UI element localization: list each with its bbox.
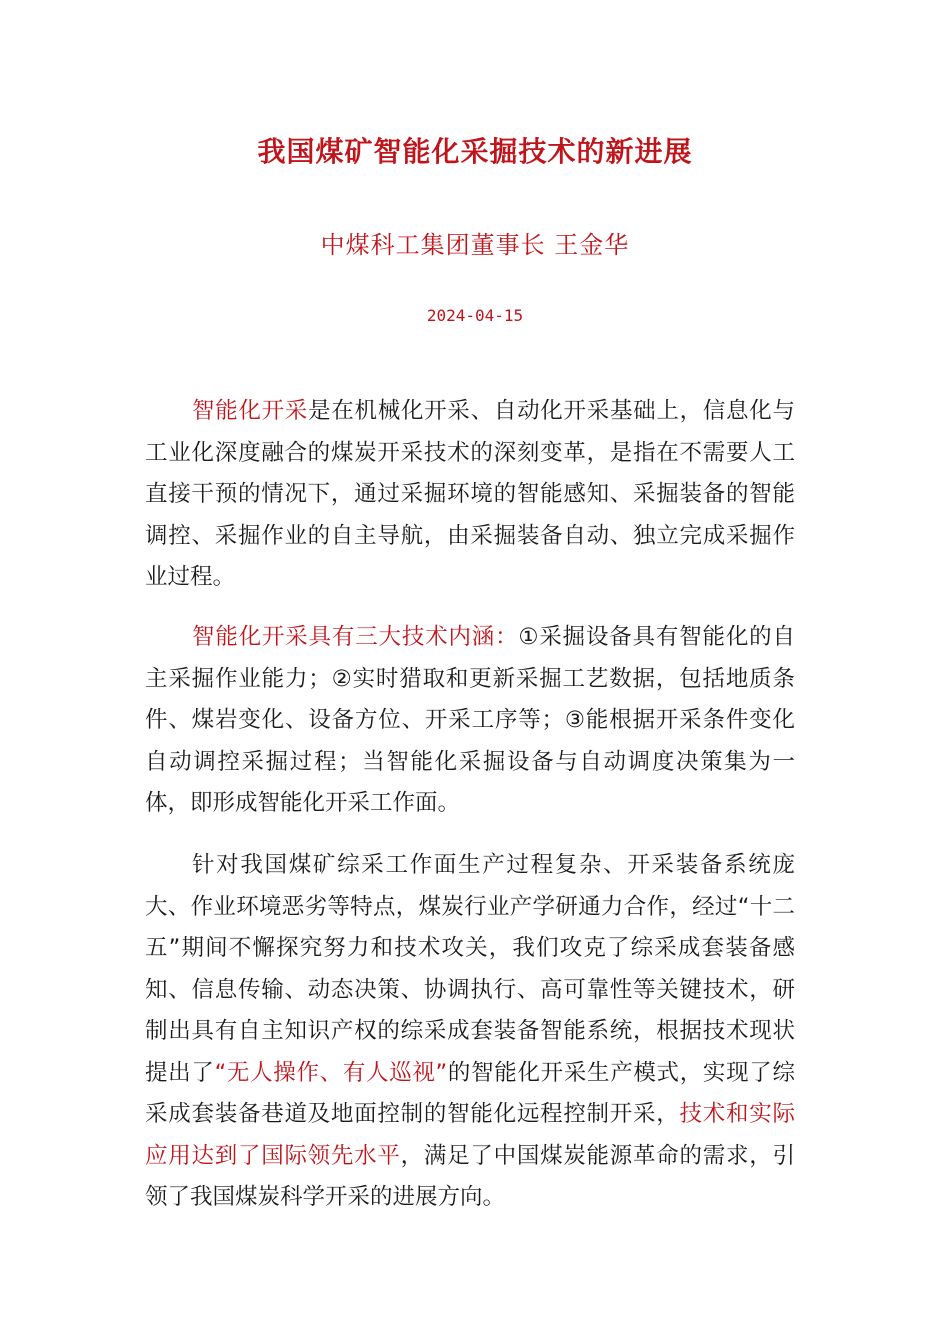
paragraph-definition — [145, 391, 795, 599]
paragraph-text: ，满足了中国煤炭能源革命的需求，引领了我国煤炭科学开采的进展方向。 — [145, 1142, 795, 1210]
highlight-achievement: 技术和实际应用达到了国际领先水平 — [145, 1101, 795, 1169]
article-title: 我国煤矿智能化采掘技术的新进展 — [257, 135, 693, 168]
paragraph-progress — [145, 845, 795, 1219]
paragraph-text: 针对我国煤矿综采工作面生产过程复杂、开采装备系统庞大、作业环境恶劣等特点，煤炭行业产学研通力合作，经过“十二五”期间不懈探究努力和技术攻关，我们攻克了综采成套装备感知、信息传输、动态决策、协调执行、高可靠性等关键技术，研制出具有自主知识产权的综采成套装备智能系统，根据技术现状提出了 — [145, 852, 795, 1086]
highlight-term: 智能化开采 — [192, 398, 309, 424]
paragraph-text: ①采掘设备具有智能化的自主采掘作业能力；②实时猎取和更新采掘工艺数据，包括地质条件、煤岩变化、设备方位、开采工序等；③能根据开采条件变化自动调控采掘过程；当智能化采掘设备与自动调度决策集为一体，即形成智能化开采工作面。 — [145, 624, 795, 816]
highlight-term: 智能化开采具有三大技术内涵： — [192, 624, 519, 650]
article-author: 中煤科工集团董事长 王金华 — [320, 231, 630, 259]
paragraph-text: 的智能化开采生产模式，实现了综采成套装备巷道及地面控制的智能化远程控制开采， — [145, 1059, 795, 1127]
paragraph-connotations — [145, 617, 795, 825]
paragraph-text: 是在机械化开采、自动化开采基础上，信息化与工业化深度融合的煤炭开采技术的深刻变革，是指在不需要人工直接干预的情况下，通过采掘环境的智能感知、采掘装备的智能调控、采掘作业的自主导航，由采掘装备自动、独立完成采掘作业过程。 — [145, 398, 795, 590]
article-date: 2024-04-15 — [426, 306, 524, 325]
highlight-quote: “无人操作、有人巡视” — [214, 1059, 448, 1086]
